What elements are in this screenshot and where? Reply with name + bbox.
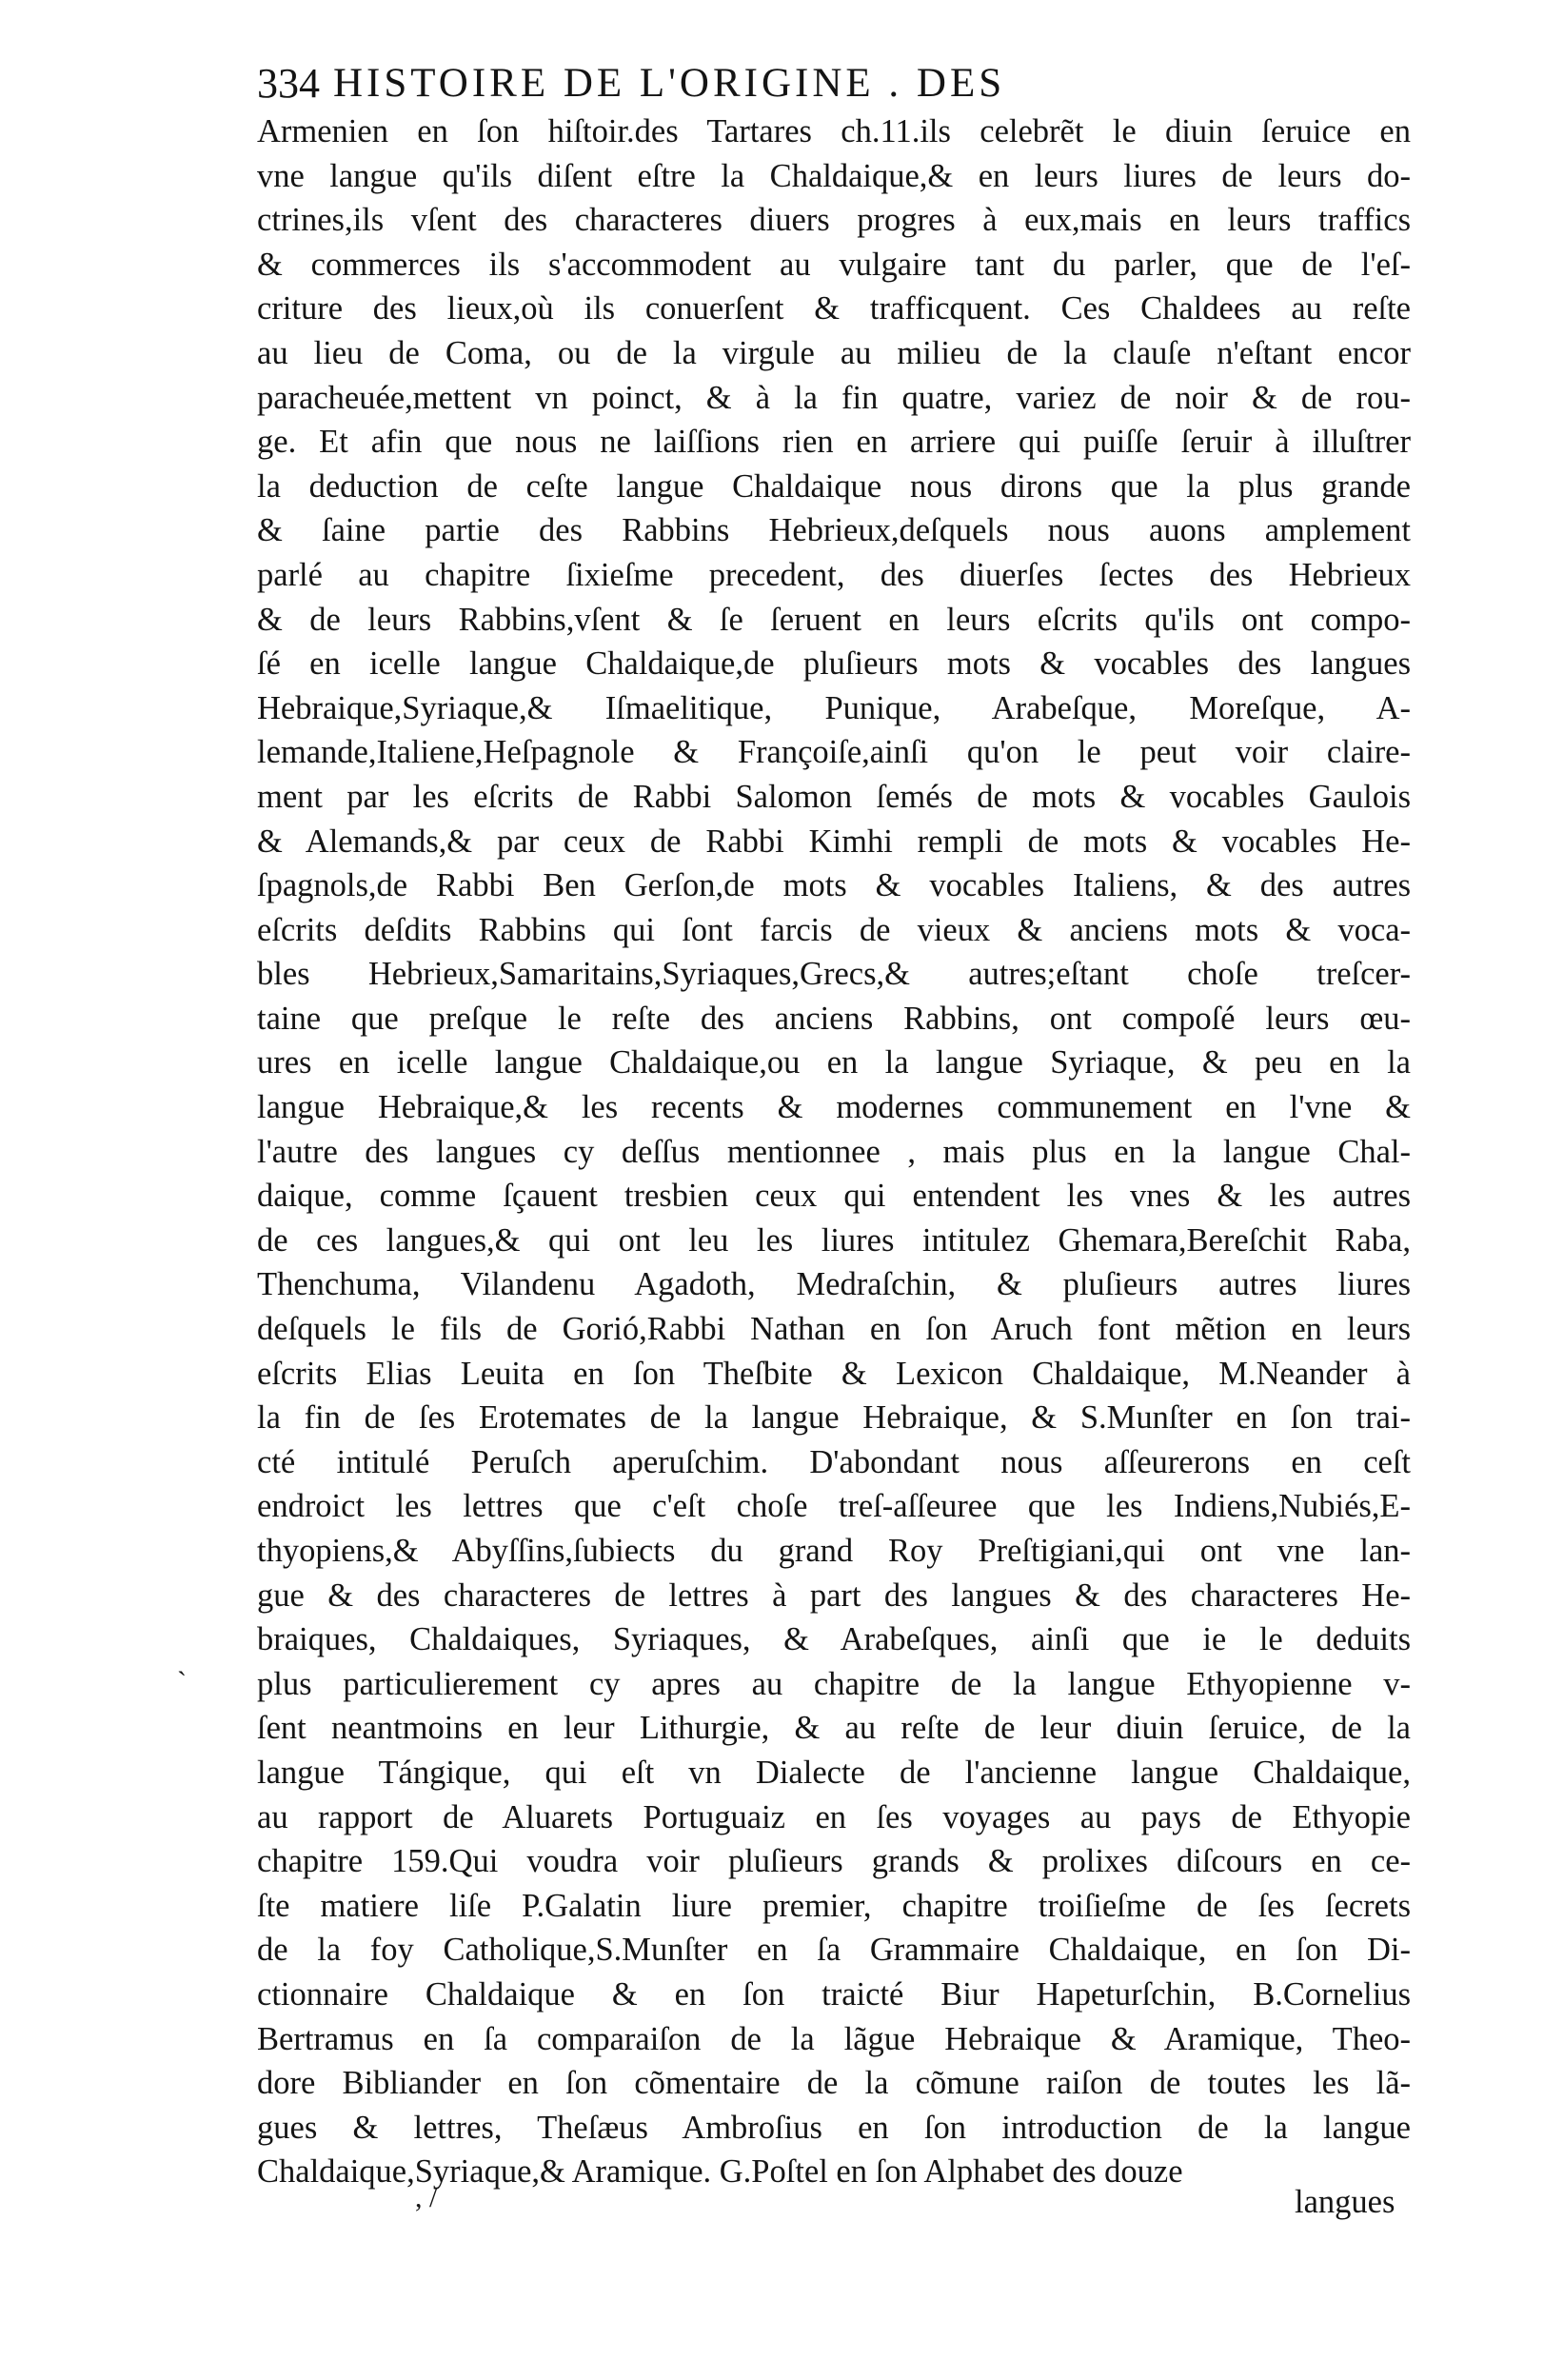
text-line: ſent neantmoins en leur Lithurgie, & au reſte de leur diuin ſeruice, de la [257, 1710, 1411, 1747]
text-line: Chaldaique,Syriaque,& Aramique. G.Poſtel en ſon Alphabet des douze [257, 2153, 1183, 2191]
text-line: braiques, Chaldaiques, Syriaques, & Arabeſques, ainſi que ie le deduits [257, 1621, 1411, 1658]
text-line: ſé en icelle langue Chaldaique,de pluſieurs mots & vocables des langues [257, 645, 1411, 683]
text-line: cté intitulé Peruſch aperuſchim. D'abondant nous aſſeurerons en ceſt [257, 1443, 1411, 1480]
text-line: lemande,Italiene,Heſpagnole & Françoiſe,ainſi qu'on le peut voir claire- [257, 734, 1411, 771]
body-text [257, 109, 1411, 2194]
text-line: criture des lieux,où ils conuerſent & trafficquent. Ces Chaldees au reſte [257, 290, 1411, 327]
text-line: gue & des characteres de lettres à part des langues & des characteres He- [257, 1577, 1411, 1614]
text-line: la fin de ſes Erotemates de la langue Hebraique, & S.Munſter en ſon trai- [257, 1399, 1411, 1437]
text-line: au lieu de Coma, ou de la virgule au milieu de la clauſe n'eſtant encor [257, 334, 1411, 371]
text-line: la deduction de ceſte langue Chaldaique nous dirons que la plus grande [257, 467, 1411, 505]
text-line: & de leurs Rabbins,vſent & ſe ſeruent en leurs eſcrits qu'ils ont compo- [257, 601, 1411, 638]
text-line: eſcrits deſdits Rabbins qui ſont farcis de vieux & anciens mots & voca- [257, 911, 1411, 948]
text-line: ſpagnols,de Rabbi Ben Gerſon,de mots & vocables Italiens, & des autres [257, 867, 1411, 904]
text-line: eſcrits Elias Leuita en ſon Theſbite & Lexicon Chaldaique, M.Neander à [257, 1355, 1411, 1392]
text-line: vne langue qu'ils diſent eſtre la Chaldaique,& en leurs liures de leurs do- [257, 157, 1411, 194]
text-line: de la foy Catholique,S.Munſter en ſa Grammaire Chaldaique, en ſon Di- [257, 1932, 1411, 1969]
text-line: dore Bibliander en ſon cõmentaire de la cõmune raiſon de toutes les lã- [257, 2065, 1411, 2102]
text-line: Thenchuma, Vilandenu Agadoth, Medraſchin, & pluſieurs autres liures [257, 1266, 1411, 1303]
text-line: Hebraique,Syriaque,& Iſmaelitique, Punique, Arabeſque, Moreſque, A- [257, 689, 1411, 726]
text-line: ment par les eſcrits de Rabbi Salomon ſemés de mots & vocables Gaulois [257, 778, 1411, 815]
text-line: langue Tángique, qui eſt vn Dialecte de l'ancienne langue Chaldaique, [257, 1754, 1411, 1791]
text-line: & Alemands,& par ceux de Rabbi Kimhi rempli de mots & vocables He- [257, 823, 1411, 860]
text-line: endroict les lettres que c'eſt choſe treſ-aſſeuree que les Indiens,Nubiés,E- [257, 1488, 1411, 1525]
text-line: taine que preſque le reſte des anciens Rabbins, ont compoſé leurs œu- [257, 1000, 1411, 1037]
catchword: langues [1295, 2184, 1396, 2220]
margin-mark: ` [177, 1666, 187, 1697]
text-line: deſquels le fils de Gorió,Rabbi Nathan en ſon Aruch font mẽtion en leurs [257, 1311, 1411, 1348]
text-line: l'autre des langues cy deſſus mentionnee , mais plus en la langue Chal- [257, 1133, 1411, 1170]
text-line: chapitre 159.Qui voudra voir pluſieurs grands & prolixes diſcours en ce- [257, 1843, 1411, 1880]
text-line: Armenien en ſon hiſtoir.des Tartares ch.11.ils celebrẽt le diuin ſeruice en [257, 113, 1411, 149]
text-line: & commerces ils s'accommodent au vulgaire tant du parler, que de l'eſ- [257, 246, 1411, 283]
text-line: au rapport de Aluarets Portuguaiz en ſes voyages au pays de Ethyopie [257, 1798, 1411, 1835]
text-line: paracheuée,mettent vn poinct, & à la fin quatre, variez de noir & de rou- [257, 379, 1411, 416]
text-line: plus particulierement cy apres au chapitre de la langue Ethyopienne v- [257, 1665, 1411, 1702]
text-line: ctrines,ils vſent des characteres diuers progres à eux,mais en leurs traffics [257, 202, 1411, 239]
text-line: bles Hebrieux,Samaritains,Syriaques,Grecs,& autres;eſtant choſe treſcer- [257, 956, 1411, 993]
running-head: HISTOIRE DE L'ORIGINE . DES [333, 61, 1006, 106]
text-line: thyopiens,& Abyſſins,ſubiects du grand Roy Preſtigiani,qui ont vne lan- [257, 1533, 1411, 1569]
text-line: Bertramus en ſa comparaiſon de la lãgue Hebraique & Aramique, Theo- [257, 2020, 1411, 2057]
text-line: ſte matiere liſe P.Galatin liure premier, chapitre troiſieſme de ſes ſecrets [257, 1887, 1411, 1924]
text-line: & ſaine partie des Rabbins Hebrieux,deſquels nous auons amplement [257, 512, 1411, 549]
page-number: 334 [257, 60, 320, 107]
text-line: daique, comme ſçauent tresbien ceux qui entendent les vnes & les autres [257, 1178, 1411, 1215]
text-line: ures en icelle langue Chaldaique,ou en la langue Syriaque, & peu en la [257, 1044, 1411, 1081]
text-line: gues & lettres, Theſæus Ambroſius en ſon introduction de la langue [257, 2109, 1411, 2146]
text-line: ctionnaire Chaldaique & en ſon traicté Biur Hapeturſchin, B.Cornelius [257, 1975, 1411, 2013]
page-header [257, 53, 1456, 114]
text-line: ge. Et afin que nous ne laiſſions rien en arriere qui puiſſe ſeruir à illuſtrer [257, 424, 1411, 461]
text-line: langue Hebraique,& les recents & modernes communement en l'vne & [257, 1089, 1411, 1126]
bottom-ink-marks: , / [415, 2182, 438, 2213]
text-line: parlé au chapitre ſixieſme precedent, des diuerſes ſectes des Hebrieux [257, 556, 1411, 593]
text-line: de ces langues,& qui ont leu les liures intitulez Ghemara,Bereſchit Raba, [257, 1221, 1411, 1259]
